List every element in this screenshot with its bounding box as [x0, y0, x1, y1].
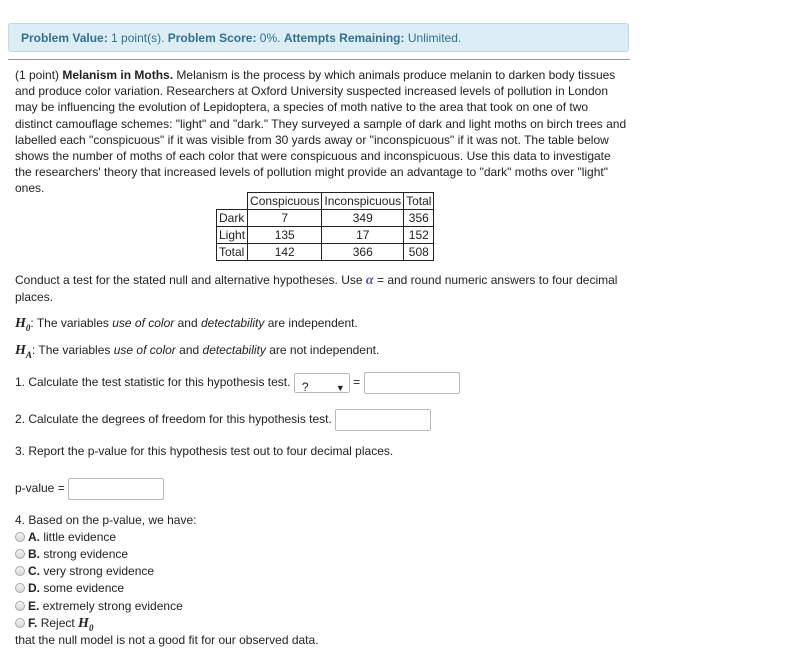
- problem-score: 0%.: [259, 31, 281, 45]
- table-cell: 349: [322, 210, 404, 227]
- table-cell: 366: [322, 244, 404, 261]
- ha-text: : The variables: [31, 343, 111, 357]
- option-b[interactable]: B. strong evidence: [15, 546, 128, 562]
- p-value-label: p-value =: [15, 481, 65, 495]
- equals-sign: =: [353, 375, 361, 389]
- problem-info-banner: [8, 23, 629, 52]
- divider: [8, 59, 630, 60]
- option-e[interactable]: E. extremely strong evidence: [15, 598, 183, 614]
- problem-body: Melanism is the process by which animals produce melanin to darken body tissues and produce color variation. Researchers at Oxford University suspected increased levels of pollution in London may be influencing the evolution of Lepidoptera, a species of moth native to the area that took on one of two distinct camouflage schemes: "light" and "dark." They surveyed a sample of dark and light moths on birch trees and labelled each "conspicuous" if it was visible from 30 yards away or "inconspicuous" if it was not. The table below shows the number of moths of each color that were conspicuous and inconspicuous. Use this data to investigate the researchers' theory that increased levels of pollution might provide an advantage to "dark" moths over "light" ones.: [15, 68, 627, 196]
- table-corner: [217, 193, 248, 210]
- question-4-text: 4. Based on the p-value, we have:: [15, 513, 197, 527]
- problem-value-label: Problem Value:: [21, 31, 108, 45]
- degrees-of-freedom-input[interactable]: [335, 409, 431, 431]
- option-d[interactable]: D. some evidence: [15, 580, 124, 596]
- test-statistic-input[interactable]: [364, 372, 460, 394]
- option-c[interactable]: C. very strong evidence: [15, 563, 154, 579]
- row-header: Dark: [217, 210, 248, 227]
- problem-score-label: Problem Score:: [167, 31, 257, 45]
- h0-symbol: $H_0$: [15, 316, 31, 333]
- closing-text: that the null model is not a good fit for our observed data.: [15, 633, 319, 647]
- table-cell: 135: [248, 227, 322, 244]
- dropdown-arrow-icon: ▼: [335, 382, 345, 393]
- table-cell: 152: [404, 227, 434, 244]
- question-3-text: 3. Report the p-value for this hypothesis test out to four decimal places.: [15, 444, 394, 458]
- problem-points: (1 point): [15, 68, 60, 82]
- variable-2: detectability: [201, 316, 265, 330]
- option-f[interactable]: F. Reject $H_0$: [15, 615, 93, 631]
- ha-symbol: $H_A$: [15, 343, 32, 360]
- p-value-row: [15, 477, 164, 500]
- test-statistic-select[interactable]: [294, 373, 350, 393]
- table-cell: 356: [404, 210, 434, 227]
- question-1-text: 1. Calculate the test statistic for this hypothesis test.: [15, 375, 291, 389]
- problem-value: 1 point(s).: [111, 31, 165, 45]
- column-header: Conspicuous: [248, 193, 322, 210]
- p-value-input[interactable]: [68, 478, 164, 500]
- test-instructions: [15, 272, 627, 305]
- table-header-row: [217, 193, 434, 210]
- radio-button[interactable]: [15, 549, 25, 559]
- radio-button[interactable]: [15, 618, 25, 628]
- radio-button[interactable]: [15, 566, 25, 576]
- h0-symbol: $H_0$: [78, 616, 94, 633]
- column-header: Inconspicuous: [322, 193, 404, 210]
- alpha-symbol: α: [365, 273, 374, 288]
- question-2: [15, 408, 431, 431]
- table-row: [217, 244, 434, 261]
- attempts-remaining: Unlimited.: [407, 31, 462, 45]
- table-cell: 508: [404, 244, 434, 261]
- ha-text-end: are not independent.: [269, 343, 380, 357]
- problem-title: Melanism in Moths.: [62, 68, 174, 82]
- instructions-text: Conduct a test for the stated null and alternative hypotheses. Use: [15, 273, 363, 287]
- row-header: Total: [217, 244, 248, 261]
- variable-2: detectability: [202, 343, 266, 357]
- question-2-text: 2. Calculate the degrees of freedom for this hypothesis test.: [15, 412, 332, 426]
- problem-statement: [15, 67, 627, 197]
- null-hypothesis: [15, 316, 358, 333]
- variable-1: use of color: [113, 343, 176, 357]
- table-cell: 7: [248, 210, 322, 227]
- table-cell: 17: [322, 227, 404, 244]
- row-header: Light: [217, 227, 248, 244]
- instructions-text-cont: = and round numeric answers to four decimal: [376, 273, 618, 287]
- radio-button[interactable]: [15, 532, 25, 542]
- radio-button[interactable]: [15, 601, 25, 611]
- contingency-table: [216, 192, 434, 261]
- h0-and: and: [177, 316, 198, 330]
- instructions-line2: places.: [15, 290, 54, 304]
- variable-1: use of color: [112, 316, 175, 330]
- table-cell: 142: [248, 244, 322, 261]
- attempts-label: Attempts Remaining:: [283, 31, 405, 45]
- alternative-hypothesis: [15, 343, 379, 360]
- select-value: ?: [301, 379, 309, 394]
- table-row: [217, 227, 434, 244]
- question-1: [15, 371, 460, 394]
- option-a[interactable]: A. little evidence: [15, 529, 116, 545]
- ha-and: and: [179, 343, 200, 357]
- column-header: Total: [404, 193, 434, 210]
- h0-text: : The variables: [30, 316, 109, 330]
- radio-button[interactable]: [15, 583, 25, 593]
- table-row: [217, 210, 434, 227]
- h0-text-end: are independent.: [267, 316, 358, 330]
